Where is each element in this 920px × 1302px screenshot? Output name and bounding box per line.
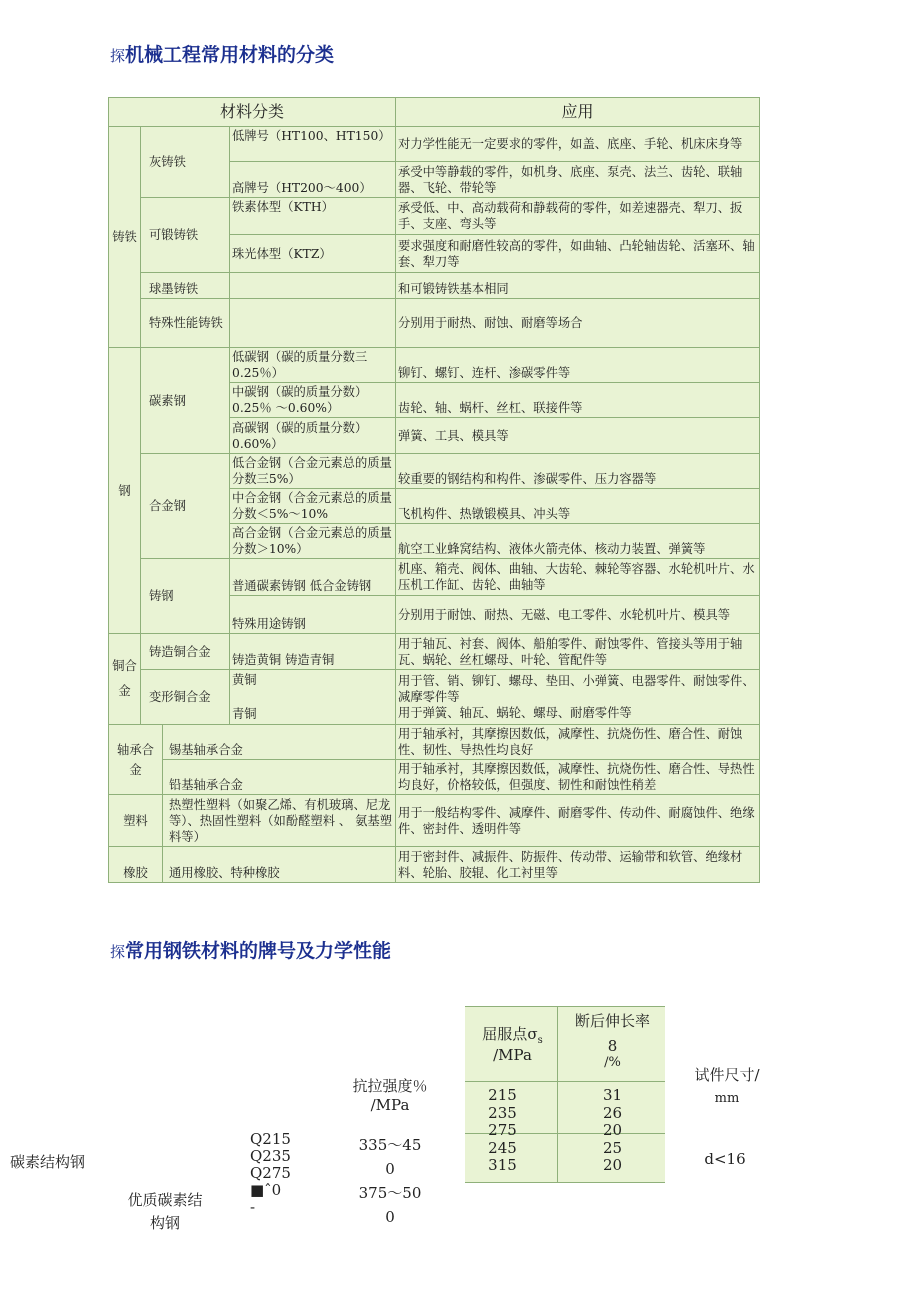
cell-normal-cs: 普通碳素铸钢 低合金铸钢 — [230, 559, 396, 596]
carbon-structural-steel: 碳素结构钢 — [9, 1153, 85, 1171]
header-application: 应用 — [396, 98, 760, 127]
grade-item: ■ˆ0 — [250, 1181, 282, 1199]
cell-tin-bearing-app: 用于轴承衬，其摩擦因数低，减摩性、抗烧伤性、磨合性、耐蚀性、韧性、导热性均良好 — [396, 725, 760, 760]
cell-normal-cs-app: 机座、箱壳、阀体、曲轴、大齿轮、棘轮等容器、水轮机叶片、水压机工作缸、齿轮、曲轴等 — [396, 559, 760, 596]
elong-header — [560, 1010, 665, 1070]
cell-mid-c: 中碳钢（碳的质量分数）0.25％ ～0.60%） — [230, 383, 396, 418]
grade-item: Q275 — [250, 1164, 291, 1182]
cell-mid-c-app: 齿轮、轴、蜗杆、丝杠、联接件等 — [396, 383, 760, 418]
tensile-header — [335, 1075, 445, 1114]
cell-gray-low-app: 对力学性能无一定要求的零件，如盖、底座、手轮、机床床身等 — [396, 127, 760, 162]
table-row — [109, 299, 760, 348]
cell-carbon-steel: 碳素钢 — [141, 348, 230, 454]
cell-nodular-app: 和可锻铸铁基本相同 — [396, 273, 760, 299]
cell-kth-app: 承受低、中、高动载荷和静载荷的零件，如差速器壳、犁刀、扳手、支座、弯头等 — [396, 198, 760, 235]
cell-wrought-cu: 变形铜合金 — [141, 670, 230, 725]
cell-tin-bearing: 锡基轴承合金 — [163, 725, 396, 760]
cell-high-c-app: 弹簧、工具、模具等 — [396, 418, 760, 454]
table-row — [109, 559, 760, 596]
grade-item: Q215 — [250, 1130, 291, 1148]
table-header-row — [109, 98, 760, 127]
group-cast-iron: 铸铁 — [109, 127, 141, 348]
cell-low-c-app: 铆钉、螺钉、连杆、渗碳零件等 — [396, 348, 760, 383]
cell-malleable: 可锻铸铁 — [141, 198, 230, 273]
table-row — [109, 198, 760, 235]
table-row — [109, 760, 760, 795]
yield-subscript: s — [537, 1035, 543, 1046]
table-row — [109, 634, 760, 670]
grade-list — [250, 1131, 300, 1216]
specimen-label: 试件尺寸/ — [694, 1066, 760, 1084]
yield-unit: /MPa — [493, 1046, 532, 1064]
section-heading-2 — [110, 936, 391, 963]
tensile-value: 375～50 — [358, 1184, 422, 1202]
cell-ktz-app: 要求强度和耐磨性较高的零件，如曲轴、凸轮轴齿轮、活塞环、轴套、犁刀等 — [396, 235, 760, 273]
cell-nodular: 球墨铸铁 — [141, 273, 230, 299]
tensile-label: 抗拉强度％ — [352, 1077, 428, 1095]
yield-list — [465, 1087, 540, 1175]
elong-label: 断后伸长率 — [574, 1012, 650, 1030]
elong-symbol: 8 — [607, 1037, 618, 1055]
section-heading-1 — [110, 40, 334, 67]
header-category: 材料分类 — [109, 98, 396, 127]
cell-mid-alloy: 中合金钢（合金元素总的质量分数＜5%～10% — [230, 489, 396, 524]
grade-item: Q235 — [250, 1147, 291, 1165]
cell-rubber-types: 通用橡胶、特种橡胶 — [163, 847, 396, 883]
cell-plastic-app: 用于一般结构零件、减摩件、耐磨零件、传动件、耐腐蚀件、绝缘件、密封件、透明件等 — [396, 795, 760, 847]
cell-gray-iron: 灰铸铁 — [141, 127, 230, 198]
group-rubber: 橡胶 — [109, 847, 163, 883]
cell-brass-app: 用于管、销、铆钉、螺母、垫田、小弹簧、电器零件、耐蚀零件、减摩零件等 — [398, 674, 755, 704]
elong-value: 20 — [602, 1156, 623, 1174]
cell-special-ci-app: 分别用于耐热、耐蚀、耐磨等场合 — [396, 299, 760, 348]
cell-cast-cu: 铸造铜合金 — [141, 634, 230, 670]
materials-classification-table — [108, 97, 760, 883]
cell-rubber-app: 用于密封件、减振件、防振件、传动带、运输带和软管、绝缘材料、轮胎、胶辊、化工衬里等 — [396, 847, 760, 883]
cell-special-cs: 特殊用途铸钢 — [230, 596, 396, 634]
cell-plastic-types: 热塑性塑料（如聚乙烯、有机玻璃、尼龙等）、热固性塑料（如酚醛塑料 、 氨基塑料等） — [163, 795, 396, 847]
yield-header — [470, 1023, 555, 1064]
elong-value: 25 — [602, 1138, 623, 1157]
cell-alloy-steel: 合金钢 — [141, 454, 230, 559]
cell-brass: 黄铜 — [232, 673, 257, 687]
quality-carbon-steel: 优质碳素结 构钢 — [127, 1191, 203, 1232]
specimen-value: d<16 — [704, 1150, 746, 1168]
yield-value: 315 — [488, 1156, 517, 1174]
tensile-value: 335～45 — [358, 1136, 422, 1154]
table-row — [109, 127, 760, 162]
elong-list — [565, 1087, 660, 1175]
specimen-header — [672, 1064, 782, 1106]
group-copper-alloy: 铜合金 — [109, 634, 141, 725]
heading-text: 常用钢铁材料的牌号及力学性能 — [125, 940, 392, 962]
cell-gray-high-app: 承受中等静载的零件，如机身、底座、泵壳、法兰、齿轮、联轴器、飞轮、带轮等 — [396, 162, 760, 198]
elong-value: 31 — [602, 1086, 623, 1104]
yield-value: 245 — [488, 1138, 517, 1157]
tensile-value: 0 — [385, 1208, 395, 1226]
cell-bronze: 青铜 — [232, 707, 257, 721]
cell-bronze-app: 用于弹簧、轴瓦、蜗轮、螺母、耐磨零件等 — [398, 706, 632, 720]
tensile-unit: /MPa — [370, 1096, 410, 1114]
heading-marker: 探 — [110, 47, 126, 65]
table-row — [109, 273, 760, 299]
yield-value: 275 — [488, 1121, 517, 1139]
group-steel: 钢 — [109, 348, 141, 634]
tensile-value: 0 — [385, 1160, 395, 1178]
heading-marker: 探 — [110, 943, 126, 961]
group-plastic: 塑料 — [109, 795, 163, 847]
yield-value: 235 — [488, 1103, 517, 1122]
specimen-unit: mm — [714, 1091, 740, 1106]
yield-value: 215 — [488, 1086, 517, 1104]
group-bearing-alloy: 轴承合金 — [109, 725, 163, 795]
cell-low-alloy: 低合金钢（合金元素总的质量分数三5%） — [230, 454, 396, 489]
cell-mid-alloy-app: 飞机构件、热镦锻模具、冲头等 — [396, 489, 760, 524]
cell-special-cs-app: 分别用于耐蚀、耐热、无磁、电工零件、水轮机叶片、模具等 — [396, 596, 760, 634]
cell-low-c: 低碳钢（碳的质量分数三 0.25％） — [230, 348, 396, 383]
table-row — [109, 725, 760, 760]
table-row — [109, 348, 760, 383]
cell-cast-cu-types: 铸造黄铜 铸造青铜 — [230, 634, 396, 670]
cell-lead-bearing: 铅基轴承合金 — [163, 760, 396, 795]
tensile-list — [345, 1133, 435, 1229]
table-row — [109, 795, 760, 847]
cell-high-alloy-app: 航空工业蜂窝结构、液体火箭壳体、核动力装置、弹簧等 — [396, 524, 760, 559]
cell-lead-bearing-app: 用于轴承衬，其摩擦因数低，减摩性、抗烧伤性、磨合性、导热性均良好，价格较低，但强度、韧性和耐蚀性稍差 — [396, 760, 760, 795]
cell-ktz: 珠光体型（KTZ） — [230, 235, 396, 273]
cell-kth: 铁素体型（KTH） — [230, 198, 396, 235]
elong-value: 26 — [602, 1103, 623, 1122]
cell-special-ci: 特殊性能铸铁 — [141, 299, 230, 348]
cell-gray-low: 低牌号（HT100、HT150） — [230, 127, 396, 162]
cell-high-c: 高碳钢（碳的质量分数）0.60%） — [230, 418, 396, 454]
table-row — [109, 670, 760, 725]
table-row — [109, 847, 760, 883]
elong-unit: /% — [604, 1055, 621, 1070]
cell-gray-high: 高牌号（HT200～400） — [230, 162, 396, 198]
elong-value: 20 — [602, 1121, 623, 1139]
cell-cast-steel: 铸钢 — [141, 559, 230, 634]
grade-item: - — [250, 1198, 256, 1216]
table-row — [109, 454, 760, 489]
yield-symbol: σ — [527, 1025, 538, 1043]
cell-high-alloy: 高合金钢（合金元素总的质量分数＞10%） — [230, 524, 396, 559]
yield-label: 屈服点 — [482, 1025, 528, 1043]
cell-cast-cu-app: 用于轴瓦、衬套、阀体、船舶零件、耐蚀零件、管接头等用于轴瓦、蜗轮、丝杠螺母、叶轮、管配件等 — [396, 634, 760, 670]
cell-low-alloy-app: 较重要的钢结构和构件、渗碳零件、压力容器等 — [396, 454, 760, 489]
heading-text: 机械工程常用材料的分类 — [125, 44, 335, 66]
